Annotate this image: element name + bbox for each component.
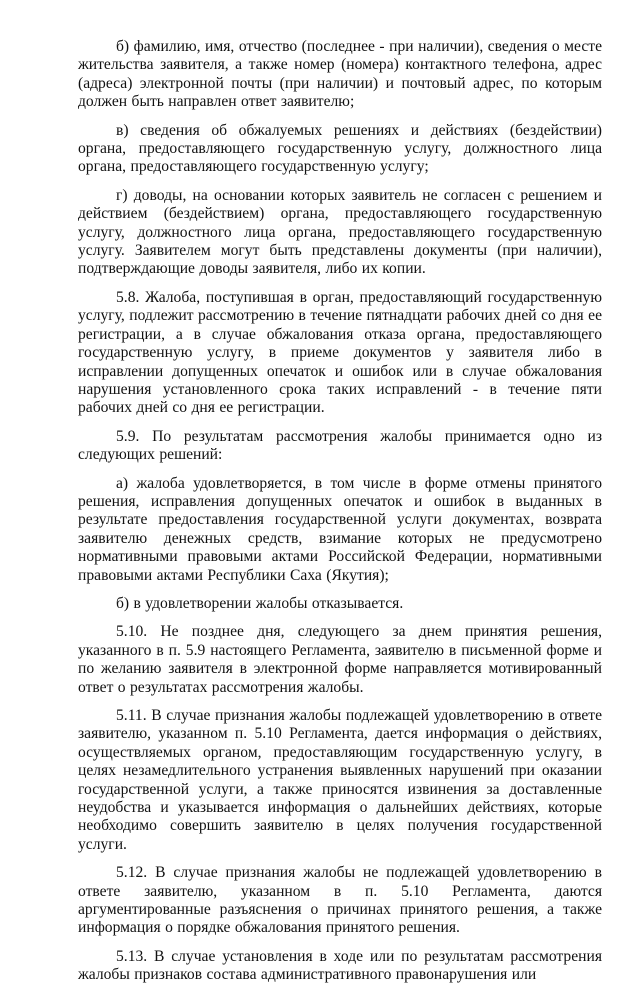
paragraph-arguments: г) доводы, на основании которых заявитель не согласен с решением и действием (бездействием) органа, предоставляющего государственную услугу, должностного лица органа, предоставляющего государственную услугу. Заявителем могут быть представлены документы (при наличии), подтверждающие доводы заявителя, либо их копии. [78,186,602,278]
paragraph-5-11: 5.11. В случае признания жалобы подлежащей удовлетворению в ответе заявителю, указанном п. 5.10 Регламента, дается информация о действиях, осуществляемых органом, предоставляющим государственную услугу, в целях незамедлительного устранения выявленных нарушений при оказании государственной услуги, а также приносятся извинения за доставленные неудобства и указывается информация о дальнейших действиях, которые необходимо совершить заявителю в целях получения государственной услуги. [78,707,602,853]
paragraph-5-12: 5.12. В случае признания жалобы не подлежащей удовлетворению в ответе заявителю, указанном в п. 5.10 Регламента, даются аргументированные разъяснения о причинах принятого решения, а также информация о порядке обжалования принятого решения. [78,864,602,937]
paragraph-5-8: 5.8. Жалоба, поступившая в орган, предоставляющий государственную услугу, подлежит рассмотрению в течение пятнадцати рабочих дней со дня ее регистрации, а в случае обжалования отказа органа, предоставляющего государственную услугу, в приеме документов у заявителя либо в исправлении допущенных опечаток и ошибок или в случае обжалования нарушения установленного срока таких исправлений - в течение пяти рабочих дней со дня ее регистрации. [78,288,602,417]
paragraph-5-10: 5.10. Не позднее дня, следующего за днем принятия решения, указанного в п. 5.9 настоящего Регламента, заявителю в письменной форме и по желанию заявителя в электронной форме направляется мотивированный ответ о результатах рассмотрения жалобы. [78,623,602,696]
paragraph-appealed-decisions: в) сведения об обжалуемых решениях и действиях (бездействии) органа, предоставляющего государственную услугу, должностного лица органа, предоставляющего государственную услугу; [78,121,602,176]
paragraph-5-9-a: а) жалоба удовлетворяется, в том числе в форме отмены принятого решения, исправления допущенных опечаток и ошибок в выданных в результате предоставления государственной услуги документах, возврата заявителю денежных средств, взимание которых не предусмотрено нормативными правовыми актами Российской Федерации, нормативными правовыми актами Республики Саха (Якутия); [78,474,602,584]
paragraph-5-9: 5.9. По результатам рассмотрения жалобы принимается одно из следующих решений: [78,427,602,464]
paragraph-5-13: 5.13. В случае установления в ходе или по результатам рассмотрения жалобы признаков состава административного правонарушения или [78,947,602,984]
paragraph-5-9-b: б) в удовлетворении жалобы отказывается. [116,594,404,612]
paragraph-contact-details: б) фамилию, имя, отчество (последнее - при наличии), сведения о месте жительства заявителя, а также номер (номера) контактного телефона, адрес (адреса) электронной почты (при наличии) и почтовый адрес, по которым должен быть направлен ответ заявителю; [78,38,602,111]
